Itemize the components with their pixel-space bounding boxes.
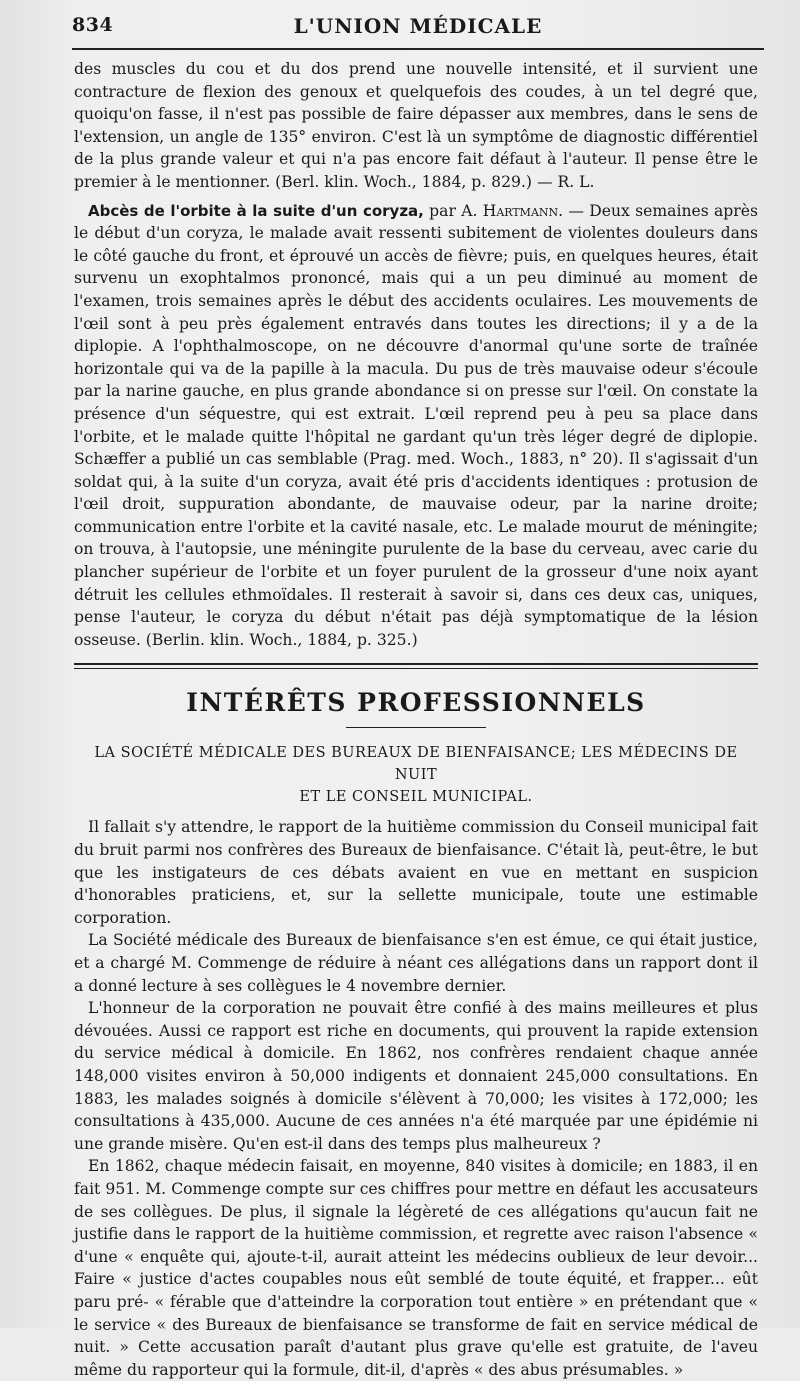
paragraph-continuation: des muscles du cou et du dos prend une nouvelle intensité, et il survient une contracture de flexion des genoux et quelquefois des coudes, à un tel degré que, quoiqu'on fasse, il n'est pas possible de faire dépasser aux membres, dans le sens de l'extension, un angle de 135° environ. C'est là un symptôme de diagnostic différentiel de la plus grande valeur et qui n'a pas encore fait défaut à l'auteur. Il pense être le premier à le mentionner. (Berl. klin. Woch., 1884, p. 829.) — R. L.: [74, 60, 758, 191]
page-number: 834: [72, 14, 114, 36]
subtitle-line-2: ET LE CONSEIL MUNICIPAL.: [299, 789, 533, 806]
paragraph: La Société médicale des Bureaux de bienfaisance s'en est émue, ce qui était justice, et a chargé M. Commenge de réduire à néant ces allégations dans un rapport dont il a donné lecture à ses collègues le 4 novembre dernier.: [74, 931, 758, 995]
paragraph: En 1862, chaque médecin faisait, en moyenne, 840 visites à domicile; en 1883, il en fait 951. M. Commenge compte sur ces chiffres pour mettre en défaut les accusateurs de ses collègues. De plus, il signale la légèreté de ces allégations qu'aucun fait ne justifie dans le rapport de la huitième commission, et regrette avec raison l'absence « d'une « enquête qui, ajoute-t-il, aurait atteint les médecins oublieux de leur devoir... Faire « justice d'actes coupables nous eût semblé de toute équité, et frapper... eût paru pré- « férable que d'atteindre la corporation tout entière » en prétendant que « le service « des Bureaux de bienfaisance se transforme de fait en service médical de nuit. » Cette accusation paraît d'autant plus grave qu'elle est gratuite, de l'aveu même du rapporteur qui la formule, dit-il, d'après « des abus présumables. »: [74, 1157, 758, 1379]
paragraph: L'honneur de la corporation ne pouvait être confié à des mains meilleures et plus dévouées. Aussi ce rapport est riche en documents, qui prouvent la rapide extension du service médical à domicile. En 1862, nos confrères rendaient chaque année 148,000 visites environ à 50,000 indigents et donnaient 245,000 consultations. En 1883, les malades soignés à domicile s'élèvent à 70,000; les visites à 172,000; les consultations à 435,000. Aucune de ces années n'a été marquée par une épidémie ni une grande misère. Qu'en est-il dans des temps plus malheureux ?: [74, 999, 758, 1153]
section-subtitle: [74, 742, 758, 808]
section-title: INTÉRÊTS PROFESSIONNELS: [186, 688, 646, 718]
article-lead-title: Abcès de l'orbite à la suite d'un coryza,: [88, 201, 424, 220]
article-body: — Deux semaines après le début d'un coryza, le malade avait ressenti subitement de violentes douleurs dans le côté gauche du front, et éprouvé un accès de fièvre; puis, en quelques heures, était survenu un exophtalmos prononcé, mais qui a un peu diminué au moment de l'examen, trois semaines après le début des accidents oculaires. Les mouvements de l'œil sont à peu près également entravés dans toutes les directions; il y a de la diplopie. A l'ophthalmoscope, on ne découvre d'anormal qu'une sorte de traînée horizontale qui va de la papille à la macula. Du pus de très mauvaise odeur s'écoule par la narine gauche, en plus grande abondance si on presse sur l'œil. On constate la présence d'un séquestre, qui est extrait. L'œil reprend peu à peu sa place dans l'orbite, et le malade quitte l'hôpital ne gardant qu'un très léger degré de diplopie. Schæffer a publié un cas semblable (Prag. med. Woch., 1883, n° 20). Il s'agissait d'un soldat qui, à la suite d'un coryza, avait été pris d'accidents identiques : protusion de l'œil droit, suppuration abondante, de mauvaise odeur, par la narine droite; communication entre l'orbite et la cavité nasale, etc. Le malade mourut de méningite; on trouva, à l'autopsie, une méningite purulente de la base du cerveau, avec carie du plancher supérieur de l'orbite et un foyer purulent de la grosseur d'une noix ayant détruit les cellules ethmoïdales. Il resterait à savoir si, dans ces deux cas, uniques, pense l'auteur, le coryza du début n'était pas déjà symptomatique de la lésion osseuse. (Berlin. klin. Woch., 1884, p. 325.): [74, 201, 758, 649]
section-divider: [74, 663, 758, 669]
paragraph-orbit-abscess: [74, 200, 758, 652]
running-title: L'UNION MÉDICALE: [293, 14, 543, 38]
subtitle-line-1: LA SOCIÉTÉ MÉDICALE DES BUREAUX DE BIENFAISANCE; LES MÉDECINS DE NUIT: [94, 745, 738, 784]
header-rule: [72, 48, 764, 50]
author-prefix: par A.: [429, 201, 478, 220]
page-body: [74, 58, 758, 1381]
paragraph: Il fallait s'y attendre, le rapport de la huitième commission du Conseil municipal fait du bruit parmi nos confrères des Bureaux de bienfaisance. C'était là, peut-être, le but que les instigateurs de ces débats avaient en vue en mettant en suspicion d'honorables praticiens, et, sur la sellette municipale, toute une estimable corporation.: [74, 818, 758, 927]
title-underline: [346, 727, 486, 728]
author-name: Hartmann.: [482, 201, 564, 220]
section-body: [74, 816, 758, 1381]
page-header: [72, 14, 764, 44]
